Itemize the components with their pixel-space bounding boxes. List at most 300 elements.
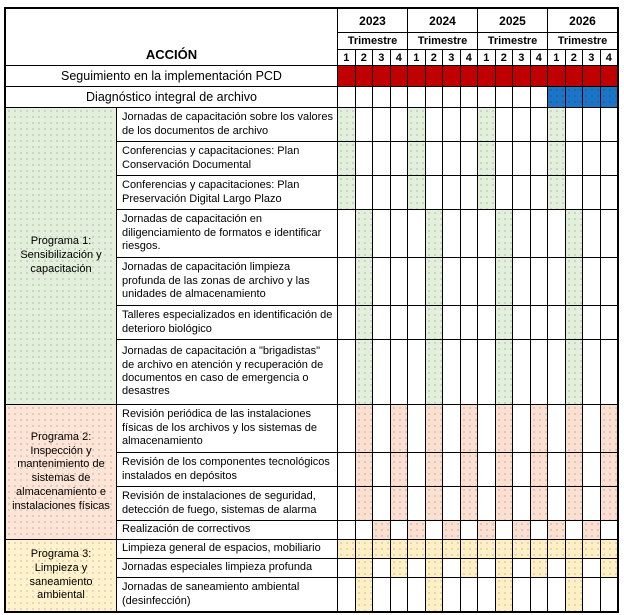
schedule-cell-empty — [408, 405, 425, 452]
schedule-cell-empty — [408, 559, 425, 577]
activity-label: Realización de correctivos — [117, 521, 337, 539]
schedule-cell-empty — [478, 559, 495, 577]
schedule-cell-filled — [601, 540, 618, 558]
schedule-cell-empty — [531, 176, 548, 209]
schedule-cell-empty — [373, 108, 390, 141]
schedule-cell-filled — [548, 176, 565, 209]
schedule-cell-filled — [408, 540, 425, 558]
schedule-cell-empty — [496, 87, 513, 107]
top-row-label: Diagnóstico integral de archivo — [6, 87, 337, 107]
schedule-cell-empty — [338, 210, 355, 257]
schedule-cell-empty — [373, 176, 390, 209]
schedule-cell-empty — [443, 453, 460, 486]
schedule-cell-empty — [478, 87, 495, 107]
schedule-cell-empty — [408, 258, 425, 305]
schedule-cell-empty — [496, 521, 513, 539]
schedule-cell-empty — [478, 306, 495, 339]
schedule-cell-filled — [601, 453, 618, 486]
schedule-cell-filled — [443, 540, 460, 558]
schedule-cell-empty — [478, 258, 495, 305]
schedule-cell-empty — [356, 176, 373, 209]
activity-label: Conferencias y capacitaciones: Plan Conservación Documental — [117, 142, 337, 175]
schedule-cell-filled — [496, 66, 513, 86]
schedule-cell-empty — [583, 340, 600, 404]
schedule-cell-empty — [478, 487, 495, 520]
schedule-cell-filled — [426, 578, 443, 611]
schedule-cell-empty — [513, 108, 530, 141]
schedule-cell-empty — [443, 142, 460, 175]
schedule-cell-empty — [356, 108, 373, 141]
schedule-cell-empty — [373, 453, 390, 486]
schedule-cell-filled — [601, 66, 618, 86]
schedule-cell-empty — [478, 578, 495, 611]
schedule-cell-empty — [338, 258, 355, 305]
schedule-cell-filled — [391, 540, 408, 558]
schedule-cell-filled — [408, 521, 425, 539]
schedule-cell-empty — [566, 108, 583, 141]
schedule-cell-empty — [373, 306, 390, 339]
schedule-cell-empty — [408, 87, 425, 107]
schedule-cell-empty — [601, 306, 618, 339]
schedule-cell-empty — [531, 578, 548, 611]
schedule-cell-filled — [566, 210, 583, 257]
schedule-cell-empty — [531, 210, 548, 257]
activity-label: Conferencias y capacitaciones: Plan Preservación Digital Largo Plazo — [117, 176, 337, 209]
schedule-cell-empty — [478, 340, 495, 404]
schedule-cell-filled — [356, 453, 373, 486]
schedule-cell-filled — [426, 487, 443, 520]
schedule-cell-empty — [601, 210, 618, 257]
schedule-cell-filled — [426, 453, 443, 486]
schedule-cell-empty — [513, 87, 530, 107]
schedule-cell-empty — [338, 559, 355, 577]
schedule-cell-empty — [513, 340, 530, 404]
activity-label: Jornadas de capacitación en diligenciamiento de formatos e identificar riesgos. — [117, 210, 337, 257]
activity-label: Jornadas de capacitación a "brigadistas" de archivo en atención y recuperación de documentos en caso de emergencia o desastres — [117, 340, 337, 404]
schedule-cell-empty — [338, 306, 355, 339]
schedule-cell-empty — [513, 142, 530, 175]
schedule-cell-empty — [373, 340, 390, 404]
schedule-cell-empty — [583, 559, 600, 577]
schedule-cell-empty — [391, 176, 408, 209]
quarter-number-header: 3 — [443, 50, 460, 65]
trimestre-header: Trimestre — [408, 33, 477, 49]
schedule-cell-filled — [566, 540, 583, 558]
schedule-cell-empty — [443, 578, 460, 611]
schedule-cell-filled — [338, 176, 355, 209]
schedule-cell-empty — [391, 87, 408, 107]
schedule-cell-empty — [531, 87, 548, 107]
schedule-cell-empty — [338, 521, 355, 539]
schedule-cell-filled — [391, 559, 408, 577]
schedule-cell-filled — [356, 559, 373, 577]
schedule-cell-filled — [426, 405, 443, 452]
schedule-cell-empty — [443, 405, 460, 452]
schedule-cell-filled — [338, 66, 355, 86]
schedule-cell-empty — [391, 521, 408, 539]
quarter-number-header: 4 — [601, 50, 618, 65]
year-header: 2026 — [548, 9, 617, 32]
schedule-cell-empty — [338, 340, 355, 404]
schedule-cell-filled — [373, 66, 390, 86]
schedule-cell-filled — [391, 66, 408, 86]
top-row-label: Seguimiento en la implementación PCD — [6, 66, 337, 86]
schedule-cell-empty — [461, 340, 478, 404]
schedule-cell-empty — [408, 340, 425, 404]
schedule-cell-filled — [566, 559, 583, 577]
schedule-cell-filled — [478, 142, 495, 175]
schedule-cell-empty — [391, 306, 408, 339]
schedule-cell-filled — [426, 559, 443, 577]
quarter-number-header: 2 — [496, 50, 513, 65]
schedule-cell-empty — [548, 453, 565, 486]
schedule-cell-filled — [566, 340, 583, 404]
schedule-cell-empty — [566, 521, 583, 539]
schedule-cell-empty — [583, 487, 600, 520]
schedule-cell-empty — [391, 210, 408, 257]
schedule-cell-empty — [601, 108, 618, 141]
schedule-cell-empty — [531, 108, 548, 141]
schedule-cell-empty — [531, 340, 548, 404]
activity-label: Revisión periódica de las instalaciones físicas de los archivos y los sistemas de almacenamiento — [117, 405, 337, 452]
schedule-cell-filled — [426, 210, 443, 257]
schedule-cell-filled — [478, 108, 495, 141]
schedule-cell-filled — [356, 487, 373, 520]
schedule-cell-filled — [496, 487, 513, 520]
schedule-cell-filled — [426, 340, 443, 404]
schedule-cell-empty — [513, 405, 530, 452]
schedule-cell-filled — [496, 453, 513, 486]
schedule-cell-filled — [601, 487, 618, 520]
schedule-cell-empty — [461, 306, 478, 339]
schedule-cell-filled — [583, 521, 600, 539]
schedule-cell-filled — [356, 405, 373, 452]
schedule-cell-empty — [443, 258, 460, 305]
schedule-cell-empty — [373, 87, 390, 107]
year-header: 2023 — [338, 9, 407, 32]
schedule-cell-filled — [566, 487, 583, 520]
quarter-number-header: 2 — [566, 50, 583, 65]
schedule-cell-empty — [356, 521, 373, 539]
schedule-cell-filled — [566, 258, 583, 305]
quarter-number-header: 1 — [408, 50, 425, 65]
quarter-number-header: 2 — [356, 50, 373, 65]
schedule-cell-empty — [548, 578, 565, 611]
schedule-cell-filled — [443, 521, 460, 539]
schedule-cell-empty — [373, 487, 390, 520]
schedule-cell-empty — [548, 487, 565, 520]
schedule-cell-empty — [583, 108, 600, 141]
activity-label: Talleres especializados en identificación de deterioro biológico — [117, 306, 337, 339]
schedule-cell-filled — [426, 258, 443, 305]
schedule-cell-empty — [426, 108, 443, 141]
schedule-cell-filled — [338, 108, 355, 141]
schedule-cell-filled — [391, 453, 408, 486]
schedule-cell-empty — [531, 306, 548, 339]
schedule-cell-empty — [373, 559, 390, 577]
schedule-cell-filled — [356, 578, 373, 611]
schedule-cell-filled — [566, 306, 583, 339]
quarter-number-header: 4 — [531, 50, 548, 65]
schedule-cell-filled — [478, 521, 495, 539]
schedule-cell-empty — [461, 176, 478, 209]
schedule-cell-empty — [583, 258, 600, 305]
schedule-cell-empty — [478, 453, 495, 486]
schedule-cell-filled — [391, 405, 408, 452]
schedule-cell-filled — [496, 210, 513, 257]
schedule-cell-filled — [408, 66, 425, 86]
schedule-cell-empty — [601, 521, 618, 539]
schedule-cell-empty — [548, 559, 565, 577]
schedule-cell-filled — [548, 540, 565, 558]
schedule-cell-filled — [408, 108, 425, 141]
schedule-cell-empty — [461, 578, 478, 611]
quarter-number-header: 3 — [583, 50, 600, 65]
schedule-cell-filled — [426, 306, 443, 339]
schedule-cell-filled — [478, 66, 495, 86]
trimestre-header: Trimestre — [338, 33, 407, 49]
schedule-cell-filled — [531, 405, 548, 452]
schedule-cell-empty — [461, 108, 478, 141]
schedule-cell-filled — [531, 453, 548, 486]
schedule-cell-filled — [408, 142, 425, 175]
schedule-cell-empty — [391, 340, 408, 404]
schedule-cell-filled — [601, 405, 618, 452]
schedule-cell-empty — [443, 176, 460, 209]
schedule-cell-empty — [496, 176, 513, 209]
schedule-cell-empty — [391, 578, 408, 611]
schedule-cell-filled — [548, 521, 565, 539]
schedule-cell-filled — [496, 405, 513, 452]
schedule-cell-empty — [356, 87, 373, 107]
action-column-header: ACCIÓN — [6, 9, 337, 65]
schedule-cell-filled — [548, 66, 565, 86]
schedule-table — [4, 7, 619, 613]
schedule-cell-filled — [356, 258, 373, 305]
schedule-cell-filled — [461, 559, 478, 577]
schedule-cell-empty — [548, 340, 565, 404]
schedule-cell-filled — [461, 66, 478, 86]
quarter-number-header: 1 — [338, 50, 355, 65]
schedule-cell-empty — [496, 142, 513, 175]
schedule-cell-filled — [531, 540, 548, 558]
schedule-cell-empty — [601, 258, 618, 305]
quarter-number-header: 2 — [426, 50, 443, 65]
schedule-cell-filled — [391, 487, 408, 520]
schedule-cell-empty — [426, 521, 443, 539]
schedule-cell-empty — [583, 453, 600, 486]
schedule-cell-empty — [601, 176, 618, 209]
activity-label: Jornadas especiales limpieza profunda — [117, 559, 337, 577]
schedule-cell-filled — [601, 87, 618, 107]
schedule-cell-empty — [443, 108, 460, 141]
schedule-cell-empty — [513, 559, 530, 577]
schedule-cell-empty — [373, 578, 390, 611]
schedule-cell-empty — [408, 487, 425, 520]
quarter-number-header: 4 — [461, 50, 478, 65]
schedule-cell-empty — [408, 306, 425, 339]
schedule-cell-empty — [443, 87, 460, 107]
activity-label: Jornadas de capacitación limpieza profunda de las zonas de archivo y las unidades de almacenamiento — [117, 258, 337, 305]
schedule-cell-empty — [513, 453, 530, 486]
activity-label: Revisión de instalaciones de seguridad, detección de fuego, sistemas de alarma — [117, 487, 337, 520]
schedule-cell-empty — [426, 87, 443, 107]
schedule-cell-empty — [338, 578, 355, 611]
schedule-cell-empty — [373, 210, 390, 257]
schedule-cell-filled — [548, 87, 565, 107]
schedule-cell-empty — [443, 306, 460, 339]
schedule-cell-filled — [443, 66, 460, 86]
schedule-cell-filled — [356, 210, 373, 257]
schedule-cell-empty — [373, 405, 390, 452]
schedule-cell-filled — [566, 66, 583, 86]
schedule-cell-filled — [513, 66, 530, 86]
schedule-cell-empty — [478, 210, 495, 257]
schedule-cell-filled — [531, 66, 548, 86]
schedule-cell-filled — [338, 540, 355, 558]
schedule-cell-empty — [601, 340, 618, 404]
schedule-cell-empty — [391, 258, 408, 305]
schedule-cell-filled — [338, 142, 355, 175]
schedule-cell-filled — [496, 540, 513, 558]
schedule-cell-filled — [583, 87, 600, 107]
schedule-cell-empty — [513, 306, 530, 339]
activity-label: Jornadas de capacitación sobre los valores de los documentos de archivo — [117, 108, 337, 141]
schedule-cell-filled — [373, 521, 390, 539]
schedule-cell-empty — [391, 108, 408, 141]
schedule-cell-empty — [583, 176, 600, 209]
schedule-cell-empty — [478, 405, 495, 452]
schedule-cell-empty — [461, 258, 478, 305]
schedule-cell-filled — [566, 578, 583, 611]
schedule-cell-filled — [426, 540, 443, 558]
schedule-cell-filled — [478, 540, 495, 558]
schedule-cell-filled — [566, 405, 583, 452]
quarter-number-header: 1 — [548, 50, 565, 65]
schedule-cell-filled — [601, 559, 618, 577]
schedule-cell-empty — [373, 258, 390, 305]
schedule-cell-filled — [408, 176, 425, 209]
program-label: Programa 2: Inspección y mantenimiento de sistemas de almacenamiento e instalaciones físicas — [6, 405, 116, 539]
schedule-cell-empty — [531, 142, 548, 175]
activity-label: Limpieza general de espacios, mobiliario — [117, 540, 337, 558]
schedule-cell-empty — [408, 453, 425, 486]
trimestre-header: Trimestre — [548, 33, 617, 49]
schedule-cell-empty — [408, 578, 425, 611]
schedule-cell-empty — [338, 87, 355, 107]
schedule-cell-empty — [426, 142, 443, 175]
activity-label: Revisión de los componentes tecnológicos instalados en depósitos — [117, 453, 337, 486]
schedule-cell-filled — [566, 453, 583, 486]
schedule-cell-empty — [531, 258, 548, 305]
schedule-cell-empty — [513, 176, 530, 209]
trimestre-header: Trimestre — [478, 33, 547, 49]
program-label: Programa 1: Sensibilización y capacitación — [6, 108, 116, 404]
schedule-cell-filled — [548, 108, 565, 141]
schedule-cell-filled — [478, 176, 495, 209]
schedule-cell-empty — [513, 258, 530, 305]
schedule-cell-filled — [461, 487, 478, 520]
schedule-cell-empty — [583, 210, 600, 257]
schedule-cell-filled — [496, 306, 513, 339]
schedule-cell-empty — [513, 210, 530, 257]
schedule-cell-empty — [513, 487, 530, 520]
schedule-cell-empty — [443, 559, 460, 577]
schedule-cell-filled — [566, 87, 583, 107]
schedule-cell-empty — [496, 108, 513, 141]
schedule-cell-empty — [461, 521, 478, 539]
schedule-cell-filled — [356, 306, 373, 339]
schedule-cell-filled — [583, 66, 600, 86]
quarter-number-header: 4 — [391, 50, 408, 65]
schedule-cell-filled — [513, 540, 530, 558]
schedule-cell-filled — [356, 540, 373, 558]
quarter-number-header: 3 — [373, 50, 390, 65]
schedule-cell-filled — [583, 540, 600, 558]
schedule-cell-filled — [513, 521, 530, 539]
schedule-cell-empty — [601, 142, 618, 175]
schedule-cell-empty — [391, 142, 408, 175]
schedule-cell-empty — [338, 405, 355, 452]
schedule-cell-filled — [461, 540, 478, 558]
schedule-cell-filled — [356, 340, 373, 404]
schedule-cell-filled — [531, 559, 548, 577]
schedule-cell-empty — [548, 405, 565, 452]
schedule-cell-filled — [496, 578, 513, 611]
schedule-cell-filled — [496, 258, 513, 305]
schedule-cell-empty — [356, 142, 373, 175]
schedule-cell-empty — [583, 142, 600, 175]
quarter-number-header: 1 — [478, 50, 495, 65]
schedule-cell-empty — [531, 521, 548, 539]
schedule-cell-empty — [338, 453, 355, 486]
schedule-cell-empty — [548, 306, 565, 339]
year-header: 2024 — [408, 9, 477, 32]
schedule-cell-filled — [373, 540, 390, 558]
schedule-cell-empty — [583, 578, 600, 611]
schedule-cell-empty — [373, 142, 390, 175]
schedule-cell-empty — [583, 405, 600, 452]
schedule-cell-empty — [408, 210, 425, 257]
schedule-cell-empty — [443, 210, 460, 257]
quarter-number-header: 3 — [513, 50, 530, 65]
schedule-cell-empty — [548, 210, 565, 257]
schedule-cell-filled — [531, 487, 548, 520]
schedule-cell-empty — [461, 210, 478, 257]
schedule-cell-filled — [426, 66, 443, 86]
schedule-cell-empty — [426, 176, 443, 209]
schedule-cell-filled — [356, 66, 373, 86]
schedule-cell-empty — [461, 142, 478, 175]
schedule-cell-filled — [461, 453, 478, 486]
schedule-cell-empty — [548, 258, 565, 305]
schedule-cell-empty — [443, 340, 460, 404]
schedule-cell-empty — [583, 306, 600, 339]
schedule-cell-filled — [496, 340, 513, 404]
schedule-cell-empty — [566, 176, 583, 209]
schedule-cell-filled — [548, 142, 565, 175]
schedule-cell-empty — [443, 487, 460, 520]
schedule-cell-filled — [496, 559, 513, 577]
schedule-cell-empty — [513, 578, 530, 611]
schedule-cell-empty — [601, 578, 618, 611]
schedule-cell-filled — [461, 405, 478, 452]
year-header: 2025 — [478, 9, 547, 32]
schedule-cell-empty — [338, 487, 355, 520]
program-label: Programa 3: Limpieza y saneamiento ambiental — [6, 540, 116, 611]
activity-label: Jornadas de saneamiento ambiental (desinfección) — [117, 578, 337, 611]
schedule-cell-empty — [566, 142, 583, 175]
